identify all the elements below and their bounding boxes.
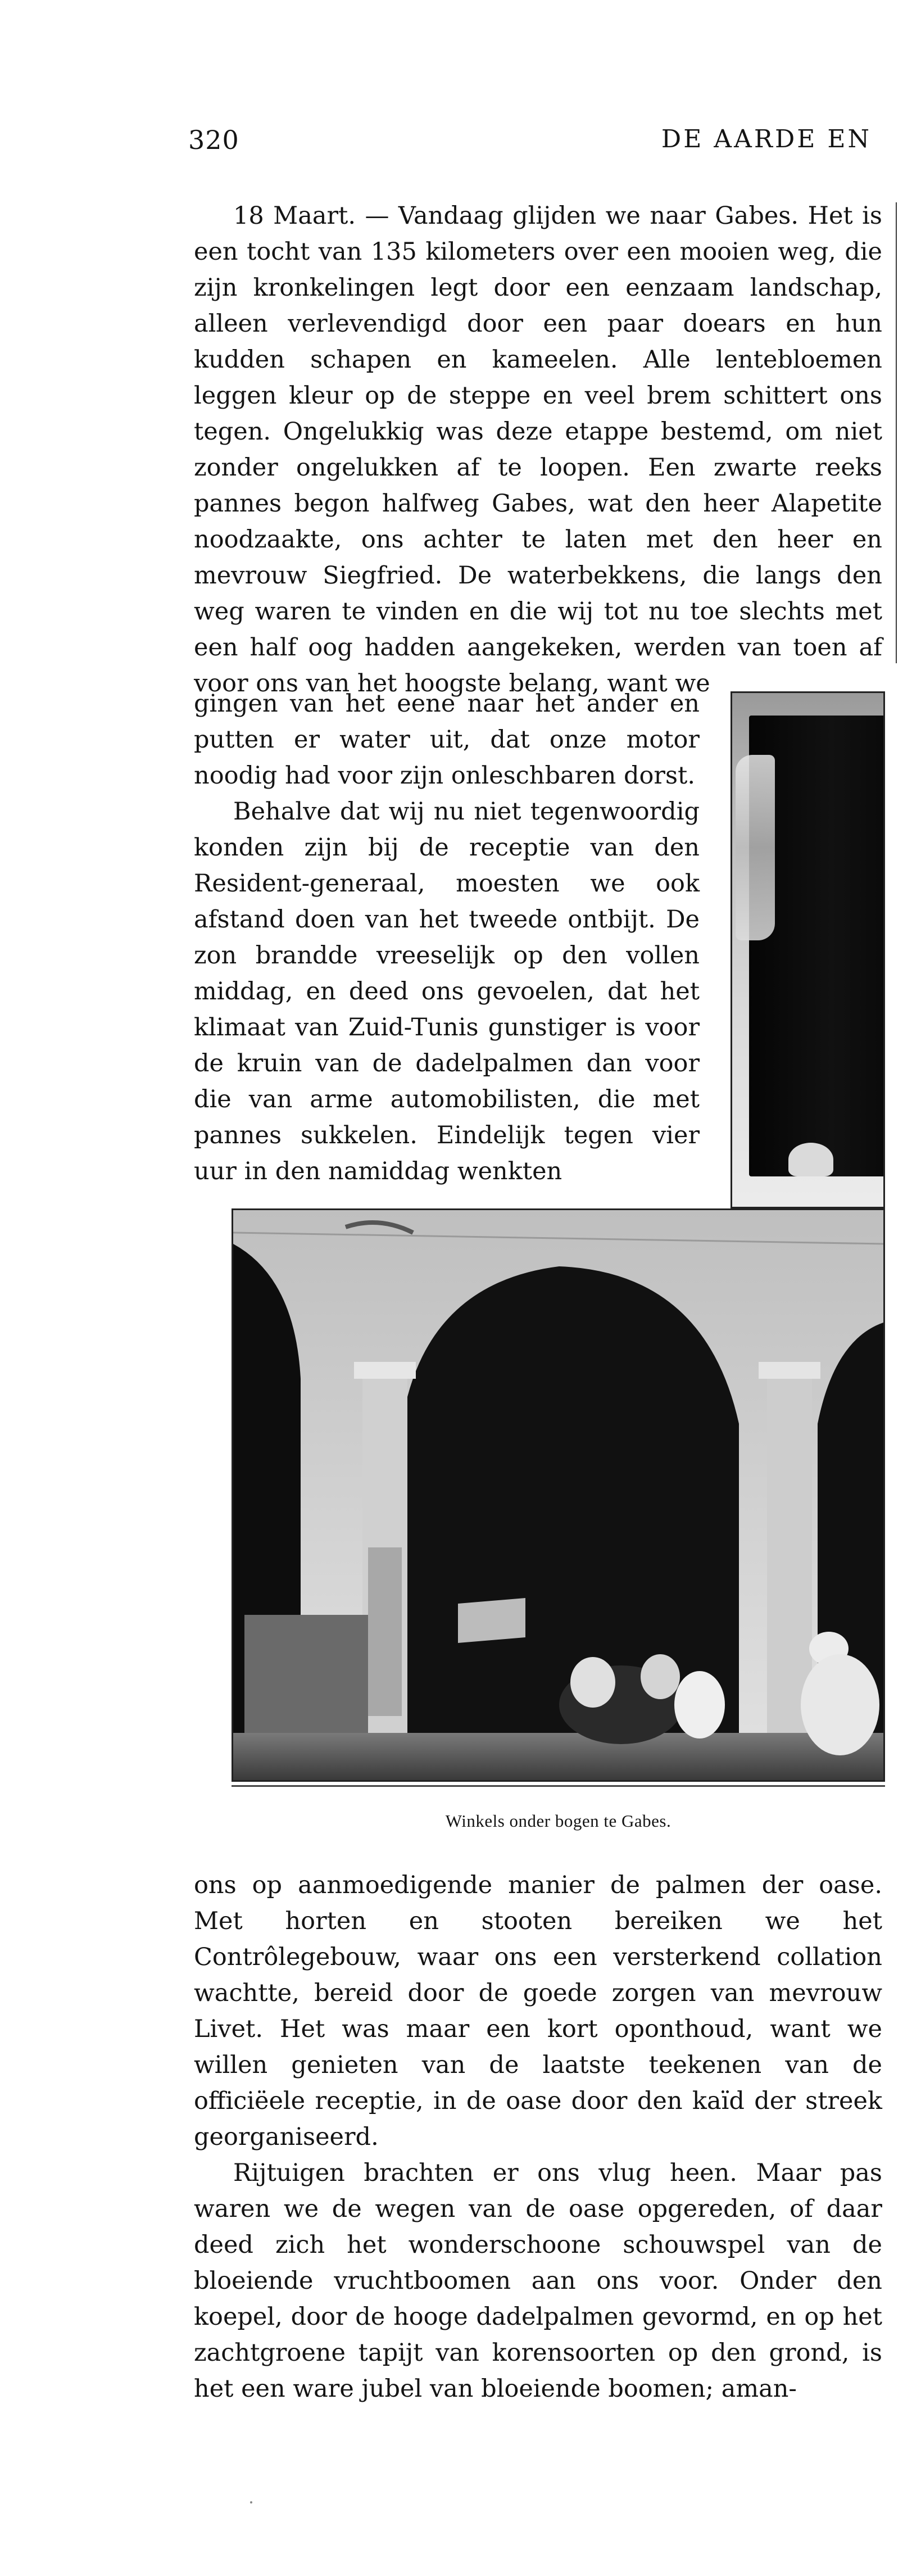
- paragraph: gingen van het eene naar het ander en putten er water uit, dat onze motor noodig had voor zijn onleschbaren dorst.: [194, 690, 700, 790]
- paper-speck: [250, 2501, 252, 2503]
- text-block-beside-image: [194, 686, 700, 1189]
- photo-rule: [232, 1785, 885, 1787]
- text-block-bottom: [194, 1867, 882, 2407]
- figure-caption: Winkels onder bogen te Gabes.: [445, 1811, 672, 1831]
- running-head: DE AARDE EN: [661, 125, 872, 153]
- paragraph: ons op aanmoedigende manier de palmen der oase. Met horten en stooten bereiken we het Contrôlegebouw, waar ons een versterkend collation wachtte, bereid door de goede zorgen van mevrouw Livet. Het was maar een kort oponthoud, want we willen genieten van de laatste teekenen van de officiëele receptie, in de oase door den kaïd der streek georganiseerd.: [194, 1871, 882, 2151]
- paragraph: Rijtuigen brachten er ons vlug heen. Maar pas waren we de wegen van de oase opgereden, of daar deed zich het wonderschoone schouwspel van de bloeiende vruchtboomen aan ons voor. Onder den koepel, door de hooge dadelpalmen gevormd, en op het zachtgroene tapijt van korensoorten op den grond, is het een ware jubel van bloeiende boomen; aman-: [194, 2159, 882, 2403]
- arcade-illustration: [233, 1210, 883, 1780]
- page-number: 320: [188, 125, 239, 155]
- paragraph: 18 Maart. — Vandaag glijden we naar Gabes. Het is een tocht van 135 kilometers over een mooien weg, die zijn kronkelingen legt door een eenzaam landschap, alleen verlevendigd door een paar doears en hun kudden schapen en kameelen. Alle lentebloemen leggen kleur op de steppe en veel brem schittert ons tegen. Ongelukkig was deze etappe bestemd, om niet zonder ongelukken af te loopen. Een zwarte reeks pannes begon halfweg Gabes, wat den heer Alapetite noodzaakte, ons achter te laten met den heer en mevrouw Siegfried. De waterbekkens, die langs den weg waren te vinden en die wij tot nu toe slechts met een half oog hadden aangekeken, werden van toen af voor ons van het hoogste belang, want we: [194, 202, 882, 698]
- doorway-photo: [731, 691, 885, 1208]
- arcade-photo: [232, 1208, 885, 1782]
- text-block-top: [194, 198, 882, 701]
- margin-rule: [896, 202, 897, 663]
- paragraph: Behalve dat wij nu niet tegenwoordig konden zijn bij de receptie van den Resident-generaal, moesten we ook afstand doen van het tweede ontbijt. De zon brandde vreeselijk op den vollen middag, en deed ons gevoelen, dat het klimaat van Zuid-Tunis gunstiger is voor de kruin van de dadelpalmen dan voor die van arme automobilisten, die met pannes sukkelen. Eindelijk tegen vier uur in den namiddag wenkten: [194, 798, 700, 1185]
- jar: [788, 1143, 833, 1176]
- hanging-cloth: [736, 755, 775, 940]
